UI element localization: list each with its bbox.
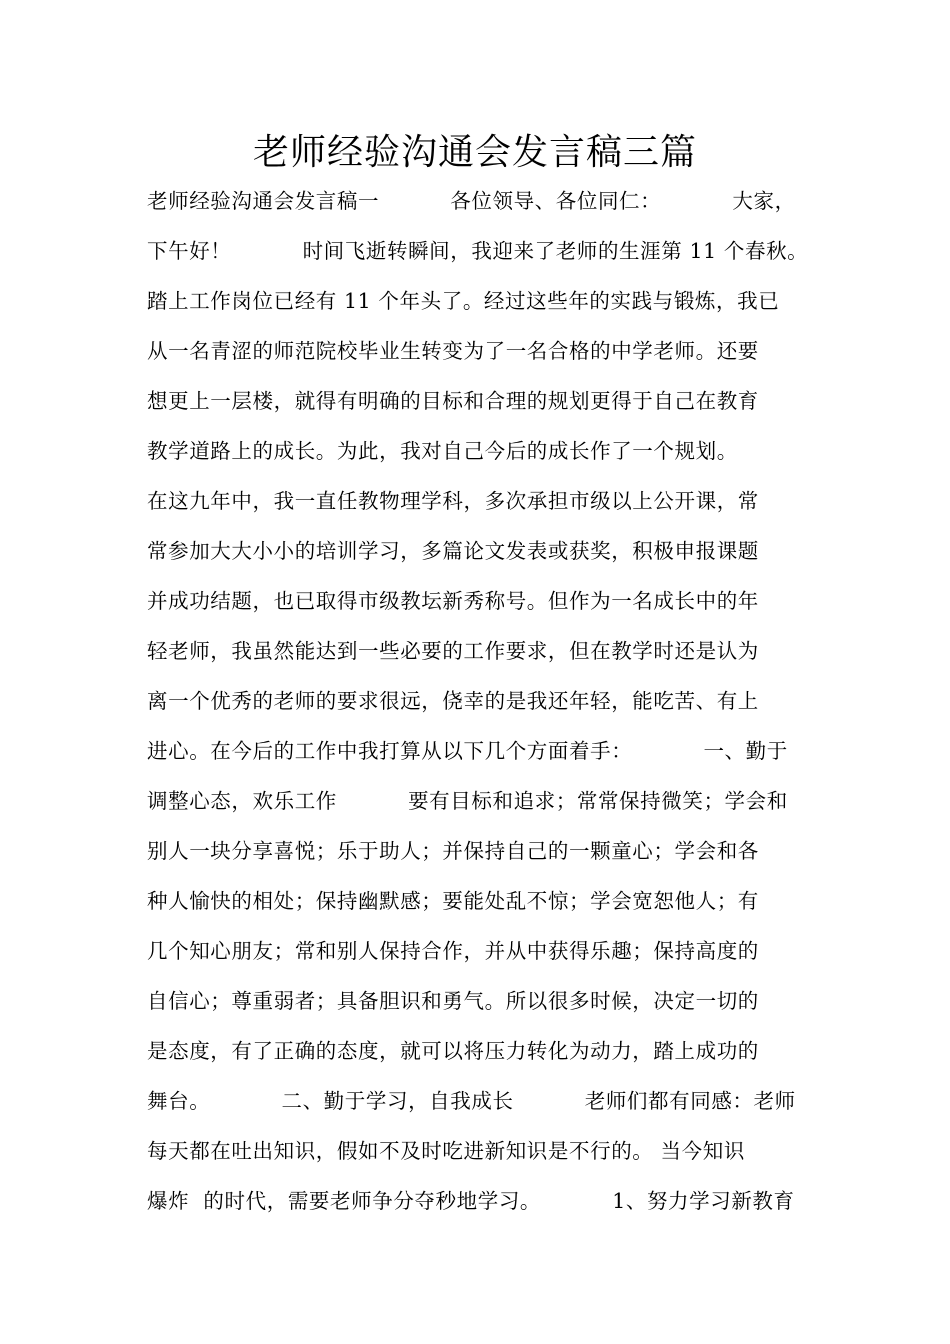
paragraph-line-21: 爆炸 的时代，需要老师争分夺秒地学习。 1、努力学习新教育 (147, 1189, 795, 1213)
paragraph-line-13: 调整心态，欢乐工作 要有目标和追求；常常保持微笑；学会和 (147, 789, 788, 813)
paragraph-line-5: 想更上一层楼，就得有明确的目标和合理的规划更得于自己在教育 (147, 389, 759, 413)
paragraph-line-12: 进心。在今后的工作中我打算从以下几个方面着手： 一、勤于 (147, 739, 788, 763)
paragraph-line-19: 舞台。 二、勤于学习，自我成长 老师们都有同感：老师 (147, 1089, 796, 1113)
paragraph-line-1: 老师经验沟通会发言稿一 各位领导、各位同仁： 大家， (147, 189, 796, 213)
paragraph-line-18: 是态度，有了正确的态度，就可以将压力转化为动力，踏上成功的 (147, 1039, 759, 1063)
paragraph-line-7: 在这九年中，我一直任教物理学科，多次承担市级以上公开课，常 (147, 489, 759, 513)
paragraph-line-2: 下午好！ 时间飞逝转瞬间，我迎来了老师的生涯第 11 个春秋。 (147, 239, 809, 263)
document-title: 老师经验沟通会发言稿三篇 (252, 132, 697, 173)
paragraph-line-4: 从一名青涩的师范院校毕业生转变为了一名合格的中学老师。还要 (147, 339, 759, 363)
paragraph-line-15: 种人愉快的相处；保持幽默感；要能处乱不惊；学会宽恕他人；有 (147, 889, 759, 913)
paragraph-line-3: 踏上工作岗位已经有 11 个年头了。经过这些年的实践与锻炼，我已 (147, 289, 780, 313)
paragraph-line-20: 每天都在吐出知识，假如不及时吃进新知识是不行的。 当今知识 (147, 1139, 745, 1163)
paragraph-line-8: 常参加大大小小的培训学习，多篇论文发表或获奖，积极申报课题 (147, 539, 759, 563)
paragraph-line-16: 几个知心朋友；常和别人保持合作，并从中获得乐趣；保持高度的 (147, 939, 759, 963)
paragraph-line-10: 轻老师，我虽然能达到一些必要的工作要求，但在教学时还是认为 (147, 639, 759, 663)
paragraph-line-17: 自信心；尊重弱者；具备胆识和勇气。所以很多时候，决定一切的 (147, 989, 759, 1013)
paragraph-line-11: 离一个优秀的老师的要求很远，侥幸的是我还年轻，能吃苦、有上 (147, 689, 759, 713)
paragraph-line-6: 教学道路上的成长。为此，我对自己今后的成长作了一个规划。 (147, 439, 738, 463)
paragraph-line-9: 并成功结题，也已取得市级教坛新秀称号。但作为一名成长中的年 (147, 589, 759, 613)
paragraph-line-14: 别人一块分享喜悦；乐于助人；并保持自己的一颗童心；学会和各 (147, 839, 759, 863)
